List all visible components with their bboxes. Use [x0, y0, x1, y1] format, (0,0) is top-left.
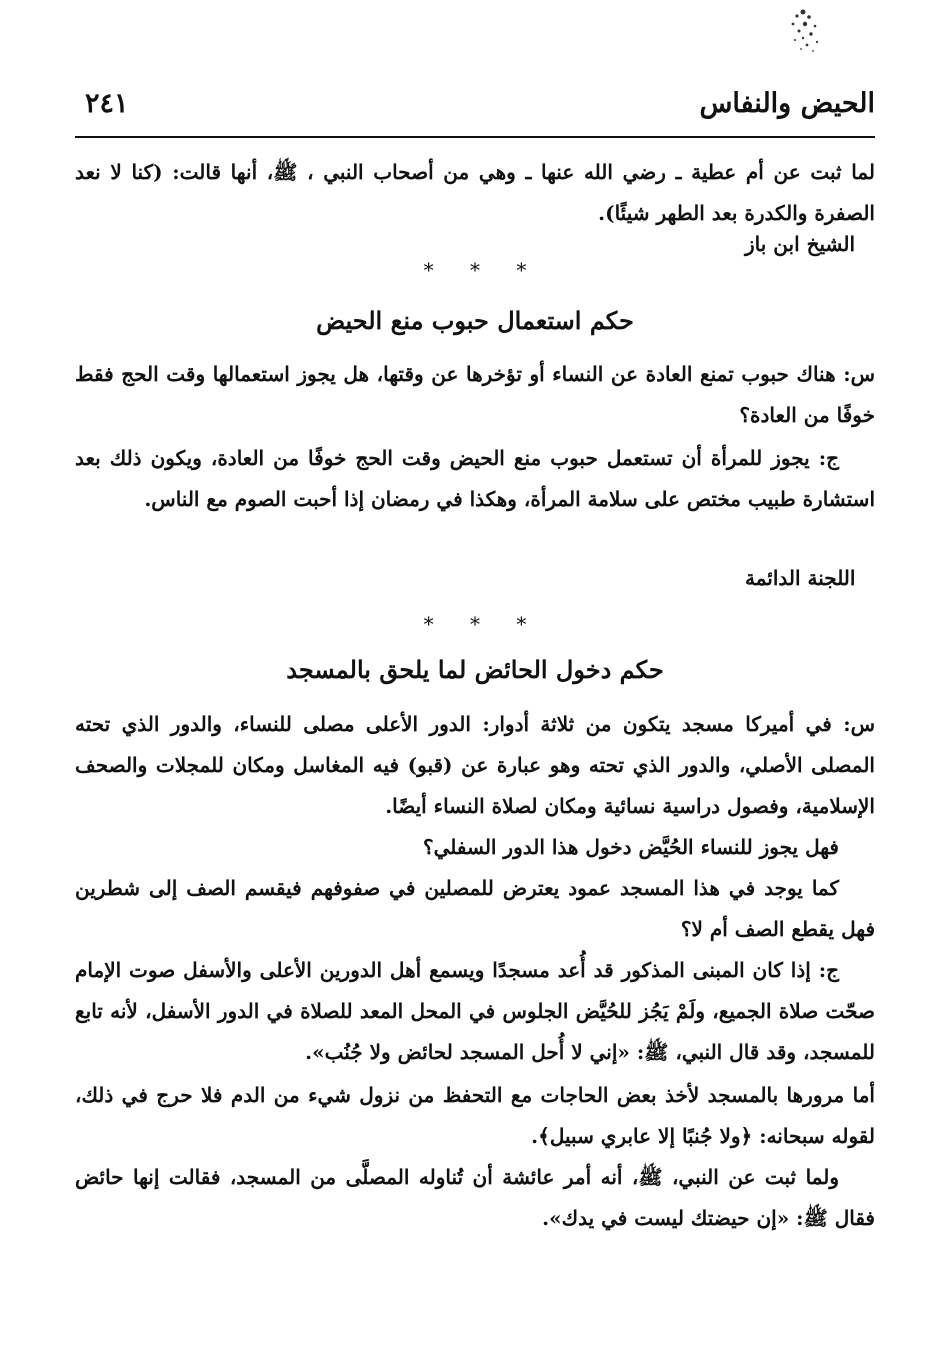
answer-paragraph: ج: يجوز للمرأة أن تستعمل حبوب منع الحيض وقت الحج خوفًا من العادة، ويكون ذلك بعد استشارة طبيب مختص على سلامة المرأة، وهكذا في رمضان إذا أحبت الصوم مع الناس. — [75, 446, 875, 511]
section-separator: * * * — [423, 258, 527, 282]
question-paragraph: فهل يجوز للنساء الحُيَّض دخول هذا الدور السفلي؟ — [422, 835, 839, 859]
section-separator: * * * — [423, 612, 527, 636]
answer-paragraph: أما مرورها بالمسجد لأخذ بعض الحاجات مع التحفظ من نزول شيء من الدم فلا حرج في ذلك، لقوله سبحانه: ﴿ولا جُنبًا إلا عابري سبيل﴾. — [75, 1083, 875, 1148]
answer-paragraph: ج: إذا كان المبنى المذكور قد أُعد مسجدًا ويسمع أهل الدورين الأعلى والأسفل صوت الإمام صحّت صلاة الجميع، ولَمْ يَجُز للحُيَّض الجلوس في المحل المعد للصلاة في الدور الأسفل، لأنه تابع للمسجد، وقد قال النبي، ﷺ: «إني لا أُحل المسجد لحائض ولا جُنُب». — [75, 958, 875, 1064]
author-signature: الشيخ ابن باز — [745, 232, 856, 256]
running-title: الحيض والنفاس — [699, 88, 875, 119]
ornament-icon — [775, 4, 835, 56]
answer-paragraph: ولما ثبت عن النبي، ﷺ، أنه أمر عائشة أن تُناوله المصلَّى من المسجد، فقالت إنها حائض فقال ﷺ: «إن حيضتك ليست في يدك». — [75, 1165, 875, 1230]
section-title: حكم استعمال حبوب منع الحيض — [316, 306, 634, 335]
section-title: حكم دخول الحائض لما يلحق بالمسجد — [286, 655, 664, 684]
page-number: ٢٤١ — [85, 88, 129, 119]
author-signature: اللجنة الدائمة — [745, 566, 856, 590]
hadith-paragraph: لما ثبت عن أم عطية ـ رضي الله عنها ـ وهي من أصحاب النبي ، ﷺ، أنها قالت: (كنا لا نعد الصفرة والكدرة بعد الطهر شيئًا). — [75, 160, 875, 225]
page-header — [75, 88, 875, 134]
question-paragraph: س: في أميركا مسجد يتكون من ثلاثة أدوار: الدور الأعلى مصلى للنساء، والدور الذي تحته المصلى الأصلي، والدور الذي تحته وهو عبارة عن (قبو) فيه المغاسل ومكان للمجلات والصحف الإسلامية، وفصول دراسية نسائية ومكان لصلاة النساء أيضًا. — [75, 712, 875, 818]
question-paragraph: س: هناك حبوب تمنع العادة عن النساء أو تؤخرها عن وقتها، هل يجوز استعمالها وقت الحج فقط خوفًا من العادة؟ — [75, 362, 875, 427]
header-divider — [75, 136, 875, 138]
question-paragraph: كما يوجد في هذا المسجد عمود يعترض للمصلين في صفوفهم فيقسم الصف إلى شطرين فهل يقطع الصف أم لا؟ — [75, 876, 875, 941]
